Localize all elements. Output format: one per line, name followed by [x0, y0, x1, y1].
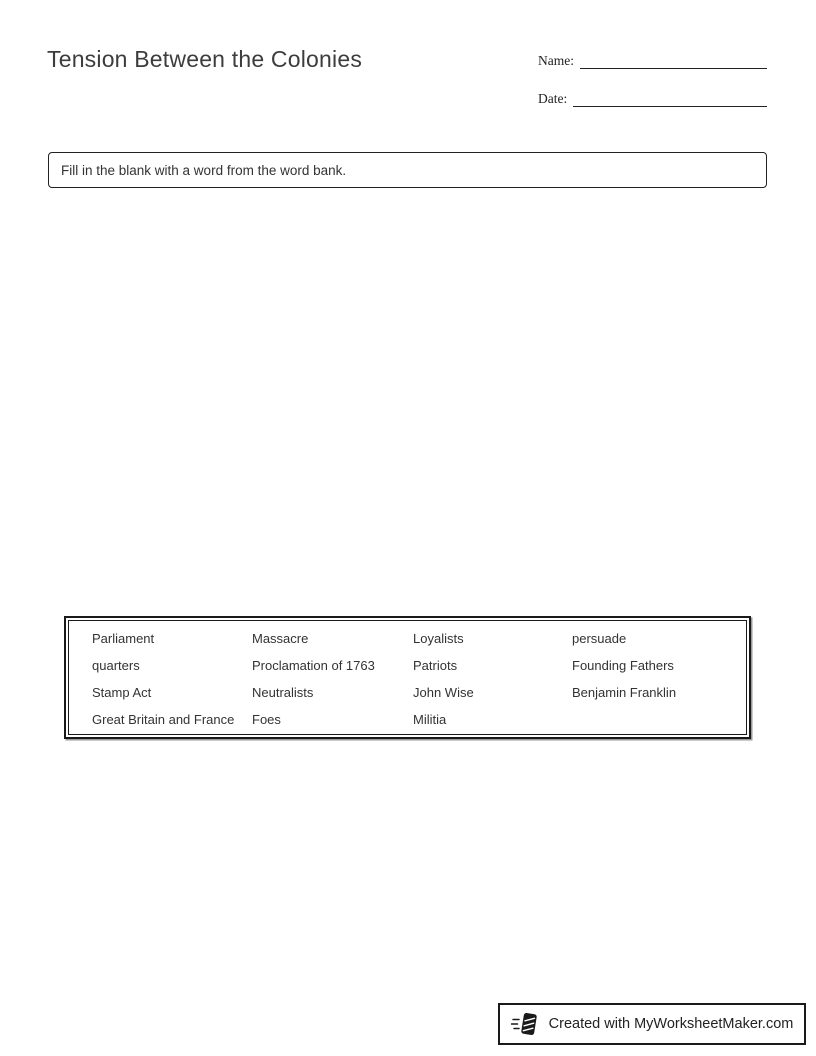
date-row [538, 88, 767, 107]
word-bank-item: Proclamation of 1763 [252, 658, 375, 673]
word-bank-column-2 [252, 625, 413, 734]
word-bank-column-1 [92, 625, 252, 734]
credit-footer [498, 1003, 806, 1045]
word-bank-item: persuade [572, 631, 627, 646]
instruction-box [48, 152, 767, 188]
word-bank-item: Great Britain and France [92, 712, 235, 727]
word-bank-column-3 [413, 625, 572, 734]
word-bank [64, 616, 751, 739]
credit-text: Created with MyWorksheetMaker.com [548, 1016, 794, 1032]
name-blank-line [580, 51, 767, 69]
name-row [538, 50, 767, 69]
word-bank-item: Benjamin Franklin [572, 685, 677, 700]
word-bank-item: Stamp Act [92, 685, 152, 700]
word-bank-item: Massacre [252, 631, 309, 646]
word-bank-column-4 [572, 625, 746, 734]
word-bank-inner [68, 620, 747, 735]
word-bank-item: John Wise [413, 685, 474, 700]
name-label: Name: [538, 53, 574, 68]
name-date-block [538, 50, 767, 126]
flying-worksheet-icon [511, 1009, 541, 1039]
page-title: Tension Between the Colonies [47, 46, 363, 72]
word-bank-item: quarters [92, 658, 140, 673]
word-bank-item: Patriots [413, 658, 458, 673]
date-blank-line [573, 89, 767, 107]
word-bank-item: Neutralists [252, 685, 314, 700]
instruction-text: Fill in the blank with a word from the word bank. [61, 162, 347, 178]
word-bank-item: Loyalists [413, 631, 464, 646]
word-bank-item: Parliament [92, 631, 155, 646]
date-label: Date: [538, 91, 568, 106]
word-bank-item: Founding Fathers [572, 658, 674, 673]
word-bank-item: Foes [252, 712, 281, 727]
word-bank-item: Militia [413, 712, 447, 727]
